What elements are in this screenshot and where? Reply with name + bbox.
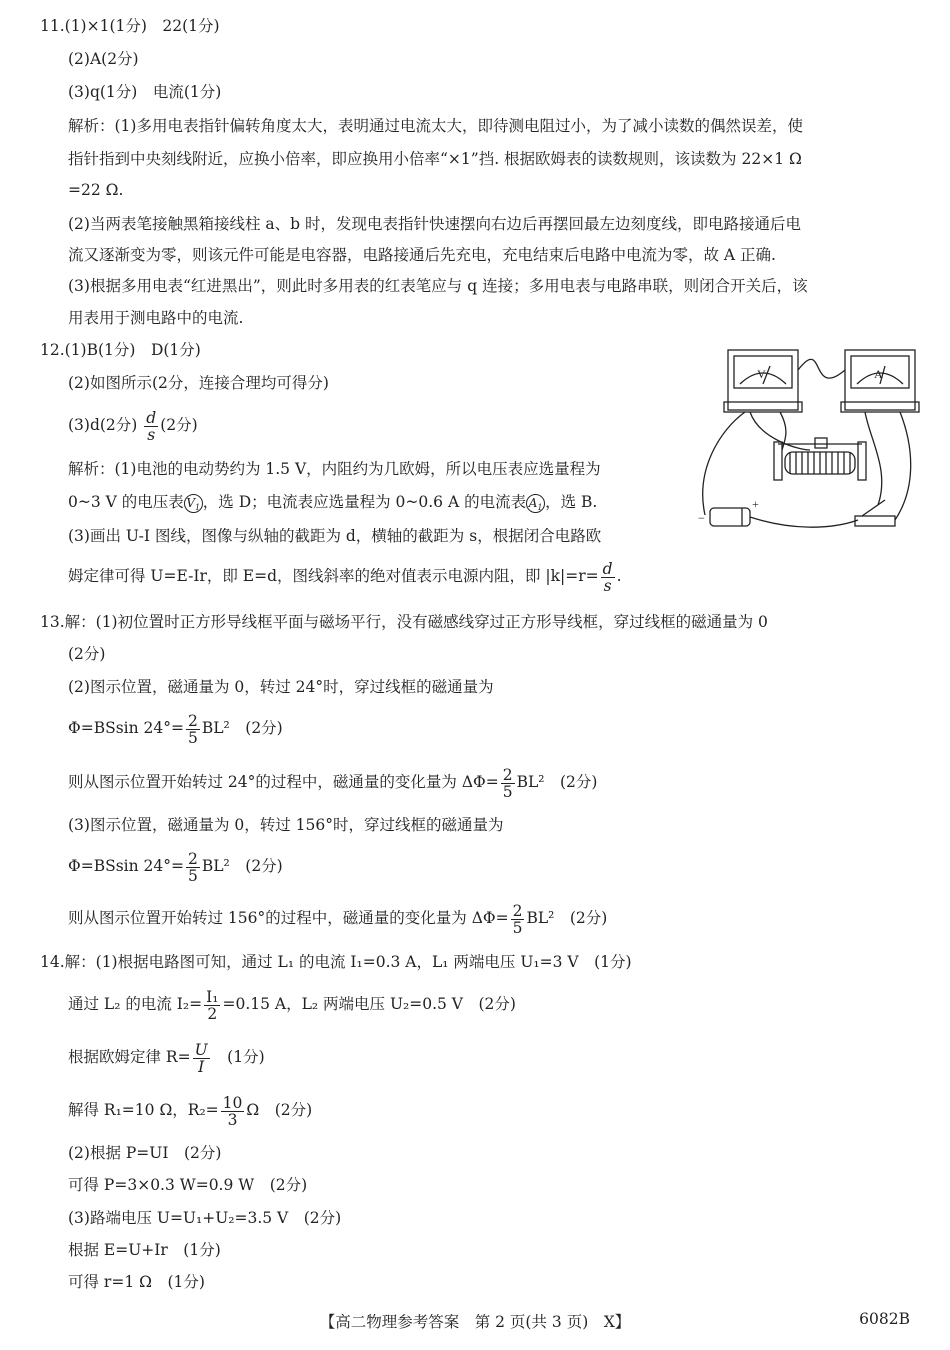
q14-line-6: 可得 P=3×0.3 W=0.9 W (2分): [68, 1176, 308, 1194]
wire-7: [895, 412, 911, 520]
q12-explain-4b: .: [616, 567, 622, 585]
q14-line-3-num: U: [194, 1040, 208, 1059]
q11-explain-7: 用表用于测电路中的电流.: [68, 309, 244, 327]
ammeter-label: A: [874, 367, 883, 381]
q14-line-8: 根据 E=U+Ir (1分): [68, 1241, 221, 1259]
q12-explain-3: (3)画出 U-I 图线，图像与纵轴的截距为 d，横轴的截距为 s，根据闭合电路欧: [68, 527, 602, 545]
q11-explain-2: 指针指到中央刻线附近，应换小倍率，即应换用小倍率“×1”挡. 根据欧姆表的读数规则，该读数为 22×1 Ω: [68, 150, 802, 168]
wire-1: [703, 412, 745, 515]
q12-explain-fraction: [601, 561, 615, 594]
q12-line-1: 12.(1)B(1分) D(1分): [40, 341, 201, 359]
battery: [710, 508, 750, 526]
q14-line-4-den: 3: [227, 1110, 238, 1129]
wire-4: [865, 412, 882, 505]
q14-line-4b: Ω (2分): [246, 1101, 313, 1119]
q14-line-1: 14.解：(1)根据电路图可知，通过 L₁ 的电流 I₁=0.3 A，L₁ 两端电压 U₁=3 V (1分): [40, 953, 632, 971]
battery-plus-label: +: [752, 497, 759, 511]
q13-line-4-num: 2: [502, 765, 513, 784]
q11-explain-6: (3)根据多用电表“红进黑出”，则此时多用表的红表笔应与 q 连接；多用电表与电路串联，则闭合开关后，该: [68, 277, 808, 295]
q11-explain-4: (2)当两表笔接触黑箱接线柱 a、b 时，发现电表指针快速摆向右边后再摆回最左边刻度线，即电路接通后电: [68, 215, 801, 233]
q12-explain-2b: ，选 D；电流表应选量程为 0~0.6 A 的电流表: [202, 493, 527, 511]
q11-line-2: (2)A(2分): [68, 50, 139, 68]
q13-formula-2b: BL² (2分): [201, 857, 283, 875]
q12-explain-1: 解析：(1)电池的电动势约为 1.5 V，内阻约为几欧姆，所以电压表应选量程为: [68, 460, 601, 478]
ammeter-symbol-letter: A: [528, 496, 538, 510]
q14-line-7: (3)路端电压 U=U₁+U₂=3.5 V (2分): [68, 1209, 342, 1227]
q13-formula-1-frac: [186, 713, 200, 746]
q12-explain-2: [68, 490, 597, 514]
q12-line-3-score: (2分): [160, 416, 198, 434]
q13-line-4b: BL² (2分): [516, 773, 598, 791]
switch-base: [855, 516, 895, 526]
q13-formula-2: [68, 846, 283, 886]
q12-fraction-den: s: [147, 425, 156, 444]
q13-formula-1a: Φ=BSsin 24°=: [68, 719, 184, 737]
q13-line-4-frac: [501, 767, 515, 800]
q13-line-4a: 则从图示位置开始转过 24°的过程中，磁通量的变化量为 ΔΦ=: [68, 773, 499, 791]
q14-line-5: (2)根据 P=UI (2分): [68, 1144, 222, 1162]
q14-line-2: [68, 984, 516, 1024]
rheostat-slider: [815, 438, 827, 448]
q13-line-5: (3)图示位置，磁通量为 0，转过 156°时，穿过线框的磁通量为: [68, 816, 504, 834]
q13-formula-2-frac: [186, 851, 200, 884]
circuit-diagram: [690, 340, 920, 540]
q14-line-2b: =0.15 A，L₂ 两端电压 U₂=0.5 V (2分): [222, 995, 516, 1013]
battery-minus-label: −: [698, 511, 705, 525]
page-footer-code: 6082B: [859, 1310, 910, 1328]
q14-line-3-frac: [193, 1042, 210, 1075]
voltmeter-label: V: [757, 367, 766, 381]
q12-explain-fraction-num: d: [602, 559, 613, 578]
voltmeter-symbol: $V_1$: [184, 494, 203, 513]
q13-formula-2a: Φ=BSsin 24°=: [68, 857, 184, 875]
q13-formula-1-num: 2: [188, 711, 198, 730]
q13-formula-1b: BL² (2分): [201, 719, 283, 737]
q14-line-2-den: 2: [207, 1004, 218, 1023]
page-footer-title: 【高二物理参考答案 第 2 页(共 3 页) X】: [319, 1313, 631, 1331]
q13-formula-2-num: 2: [188, 849, 198, 868]
q12-explain-2a: 0~3 V 的电压表: [68, 493, 184, 511]
wire-5: [750, 517, 858, 527]
q13-line-6: [68, 898, 607, 938]
q12-explain-2c: ，选 B.: [545, 493, 598, 511]
rheostat-left-support: [774, 442, 782, 480]
q13-line-4-den: 5: [502, 782, 513, 801]
q12-explain-4: [68, 556, 622, 596]
q11-explain-1: 解析：(1)多用电表指针偏转角度太大，表明通过电流太大，即待测电阻过小，为了减小读数的偶然误差，使: [68, 117, 803, 135]
q14-line-2-frac: [204, 989, 220, 1022]
q12-fraction-num: d: [146, 408, 157, 427]
q14-line-3b: (1分): [211, 1048, 265, 1066]
q12-line-3: [68, 405, 198, 445]
q14-line-4a: 解得 R₁=10 Ω，R₂=: [68, 1101, 219, 1119]
q11-line-3: (3)q(1分) 电流(1分): [68, 83, 222, 101]
q14-line-4: [68, 1090, 312, 1130]
q13-line-6-frac: [511, 903, 525, 936]
q14-line-2-num: I₁: [206, 987, 219, 1006]
rheostat-right-support: [858, 442, 866, 480]
q14-line-9: 可得 r=1 Ω (1分): [68, 1273, 205, 1291]
q13-line-4: [68, 762, 597, 802]
voltmeter-symbol-letter: V: [186, 496, 196, 510]
q11-explain-3: =22 Ω.: [68, 181, 124, 199]
switch-lever: [862, 500, 885, 516]
q13-formula-1-den: 5: [188, 728, 198, 747]
q13-formula-1: [68, 708, 283, 748]
q14-line-4-num: 10: [222, 1093, 243, 1112]
q14-line-3a: 根据欧姆定律 R=: [68, 1048, 191, 1066]
q14-line-3: [68, 1037, 265, 1077]
q14-line-4-frac: [221, 1095, 245, 1128]
q12-line-3-text: (3)d(2分): [68, 416, 138, 434]
q11-explain-5: 流又逐渐变为零，则该元件可能是电容器，电路接通后先充电，充电结束后电路中电流为零，故 A 正确.: [68, 246, 776, 264]
q13-line-6-num: 2: [512, 901, 523, 920]
q13-formula-2-den: 5: [188, 866, 198, 885]
ammeter-symbol: $A_1$: [526, 494, 545, 513]
q13-line-6b: BL² (2分): [526, 909, 608, 927]
q13-line-6-den: 5: [512, 918, 523, 937]
q12-explain-fraction-den: s: [603, 576, 612, 595]
q13-line-6a: 则从图示位置开始转过 156°的过程中，磁通量的变化量为 ΔΦ=: [68, 909, 509, 927]
q13-line-3: (2)图示位置，磁通量为 0，转过 24°时，穿过线框的磁通量为: [68, 678, 494, 696]
q14-line-2a: 通过 L₂ 的电流 I₂=: [68, 995, 203, 1013]
q11-line-1: 11.(1)×1(1分) 22(1分): [40, 17, 220, 35]
wire-3: [798, 359, 845, 378]
q12-explain-4a: 姆定律可得 U=E-Ir，即 E=d，图线斜率的绝对值表示电源内阻，即 |k|=r=: [68, 567, 599, 585]
q13-line-1: 13.解：(1)初位置时正方形导线框平面与磁场平行，没有磁感线穿过正方形导线框，穿过线框的磁通量为 0: [40, 613, 768, 631]
rheostat-windings: [790, 452, 850, 474]
q12-fraction: [144, 410, 158, 443]
q12-line-2: (2)如图所示(2分，连接合理均可得分): [68, 374, 329, 392]
q13-line-2: (2分): [68, 645, 106, 663]
q14-line-3-den: I: [198, 1057, 205, 1076]
